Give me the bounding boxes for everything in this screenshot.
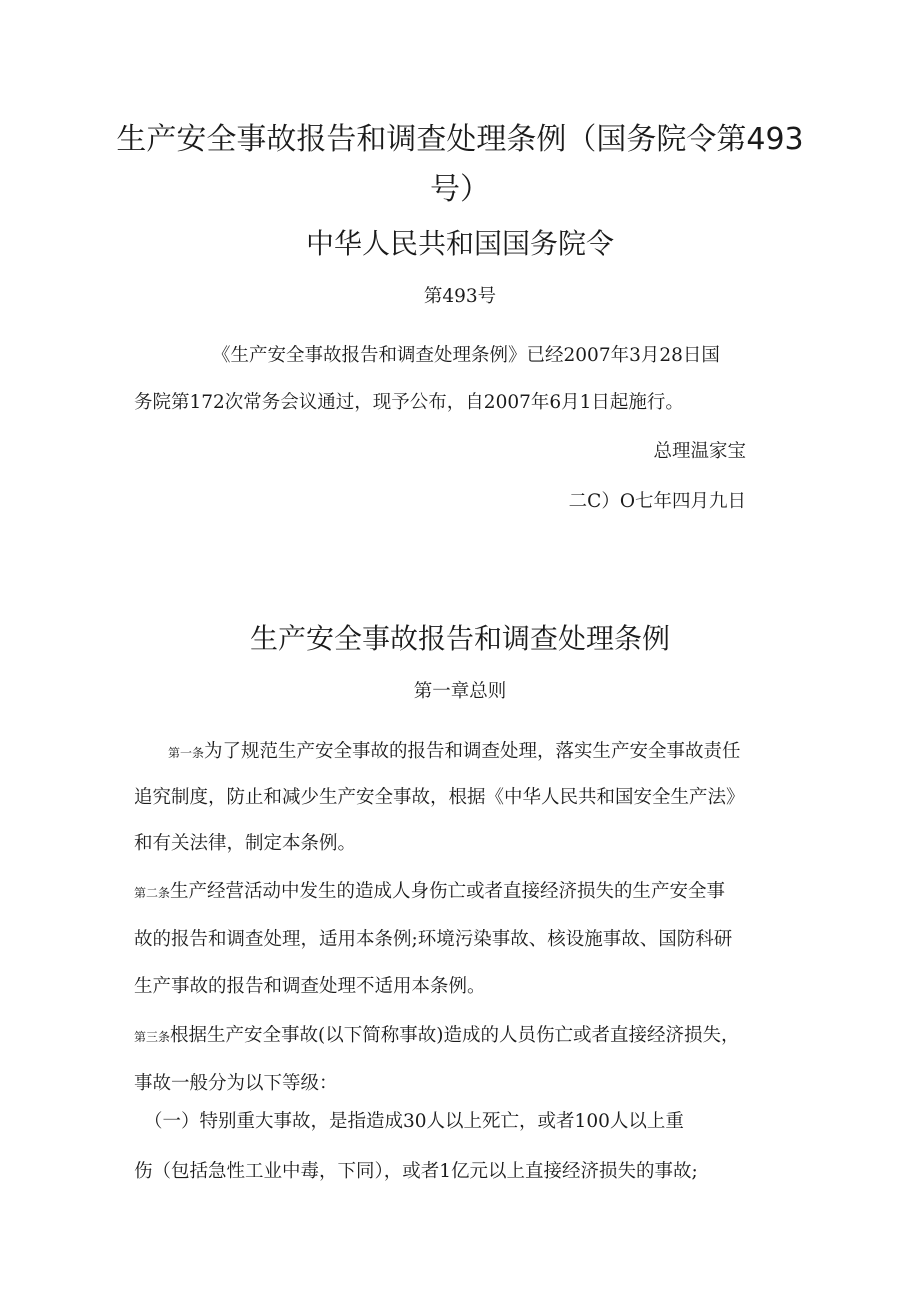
decree-issuer: 中华人民共和国国务院令 [305,227,614,260]
article-1-line2: 追究制度，防止和减少生产安全事故，根据《中华人民共和国安全生产法》 [134,787,745,808]
article-2-line1 [134,877,725,903]
article-3-text: 根据生产安全事故(以下简称事故)造成的人员伤亡或者直接经济损失， [170,1025,740,1046]
article-1-text: 为了规范生产安全事故的报告和调查处理，落实生产安全事故责任 [204,741,741,762]
document-title-line1: 生产安全事故报告和调查处理条例（国务院令第493 [116,122,804,157]
article-2-text: 生产经营活动中发生的造成人身伤亡或者直接经济损失的生产安全事 [170,881,726,902]
article-3-line2: 事故一般分为以下等级： [134,1073,338,1094]
regulation-title: 生产安全事故报告和调查处理条例 [249,622,670,655]
article-3-line1 [134,1021,739,1047]
article-3-label: 第三条 [134,1030,171,1044]
article-2-label: 第二条 [134,886,171,900]
article-2-line3: 生产事故的报告和调查处理不适用本条例。 [134,976,486,997]
decree-text-line1: 《生产安全事故报告和调查处理条例》已经2007年3月28日国 [212,345,720,366]
document-title-line2: 号） [430,172,490,207]
article-1-line3: 和有关法律，制定本条例。 [134,833,357,854]
article-1-line1 [168,737,741,763]
decree-text-line2: 务院第172次常务会议通过，现予公布，自2007年6月1日起施行。 [134,392,684,413]
item-1-line1: （一）特别重大事故，是指造成30人以上死亡，或者100人以上重 [144,1111,684,1132]
decree-date: 二C）O七年四月九日 [568,491,746,512]
decree-signature: 总理温家宝 [653,441,746,462]
item-1-line2: 伤（包括急性工业中毒，下同），或者1亿元以上直接经济损失的事故; [134,1161,698,1182]
article-2-line2: 故的报告和调查处理，适用本条例;环境污染事故、核设施事故、国防科研 [134,929,733,950]
chapter-title: 第一章总则 [413,681,507,702]
decree-number: 第493号 [423,286,497,307]
article-1-label: 第一条 [168,746,205,760]
